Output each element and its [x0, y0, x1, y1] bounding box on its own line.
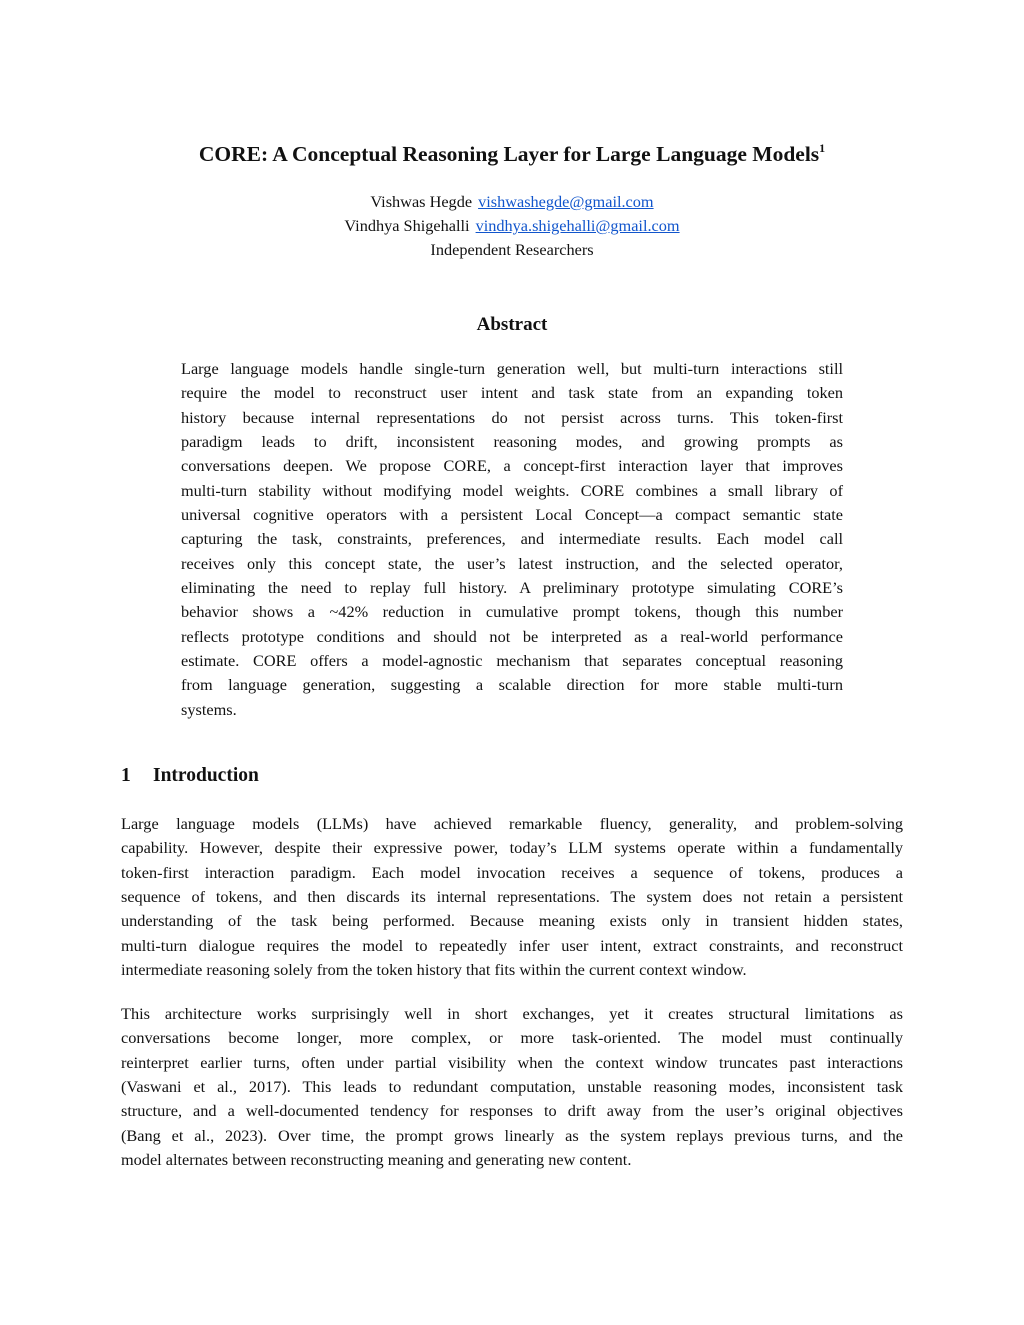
section-heading-introduction: [121, 765, 259, 787]
author-name: Vishwas Hegde: [370, 192, 473, 211]
text-line: capturing the task, constraints, preferences, and intermediate results. Each model call: [181, 529, 843, 549]
text-line: This architecture works surprisingly well in short exchanges, yet it creates structural limitations as: [121, 1004, 903, 1023]
text-line: conversations become longer, more complex, or more task-oriented. The model must continually: [121, 1028, 903, 1048]
text-line: history because internal representations do not persist across turns. This token-first: [181, 407, 843, 427]
text-line: require the model to reconstruct user intent and task state from an expanding token: [181, 383, 843, 403]
text-line: multi-turn dialogue requires the model to repeatedly infer user intent, extract constraints, and reconstruct: [121, 935, 903, 955]
abstract-body: [181, 357, 843, 722]
text-line: capability. However, despite their expressive power, today’s LLM systems operate within a fundamentally: [121, 838, 903, 858]
text-line: conversations deepen. We propose CORE, a concept-first interaction layer that improves: [181, 456, 843, 476]
text-line: intermediate reasoning solely from the token history that fits within the current context window.: [121, 960, 747, 980]
text-line: behavior shows a ~42% reduction in cumulative prompt tokens, though this number: [181, 602, 843, 622]
affiliation: Independent Researchers: [430, 240, 594, 259]
author-email-link[interactable]: vindhya.shigehalli@gmail.com: [475, 216, 680, 235]
footnote-marker[interactable]: 1: [819, 141, 826, 155]
text-line: reflects prototype conditions and should not be interpreted as a real-world performance: [181, 626, 843, 646]
text-line: universal cognitive operators with a persistent Local Concept—a compact semantic state: [181, 505, 843, 525]
author-1: [0, 192, 1024, 212]
author-email-link[interactable]: vishwashegde@gmail.com: [478, 192, 654, 211]
intro-paragraph-1: [121, 812, 903, 982]
section-title: Introduction: [153, 765, 259, 786]
text-line: from language generation, suggesting a scalable direction for more stable multi-turn: [181, 675, 843, 695]
title-text: CORE: A Conceptual Reasoning Layer for Large Language Models: [198, 142, 820, 166]
author-name: Vindhya Shigehalli: [344, 216, 470, 235]
paper-title: [0, 141, 1024, 167]
text-line: model alternates between reconstructing meaning and generating new content.: [121, 1150, 632, 1170]
text-line: Large language models (LLMs) have achieved remarkable fluency, generality, and problem-solving: [121, 814, 903, 833]
text-line: reinterpret earlier turns, often under partial visibility when the context window truncates past interactions: [121, 1052, 903, 1072]
intro-paragraph-2: [121, 1002, 903, 1172]
text-line: paradigm leads to drift, inconsistent reasoning modes, and growing prompts as: [181, 432, 843, 452]
text-line: eliminating the need to replay full history. A preliminary prototype simulating CORE’s: [181, 578, 843, 598]
text-line: multi-turn stability without modifying model weights. CORE combines a small library of: [181, 480, 843, 500]
text-line: sequence of tokens, and then discards its internal representations. The system does not retain a persistent: [121, 887, 903, 907]
text-line: token-first interaction paradigm. Each model invocation receives a sequence of tokens, produces a: [121, 862, 903, 882]
abstract-heading: Abstract: [476, 314, 548, 335]
text-line: (Bang et al., 2023). Over time, the prompt grows linearly as the system replays previous turns, and the: [121, 1125, 903, 1145]
text-line: Large language models handle single-turn generation well, but multi-turn interactions still: [181, 359, 843, 378]
author-2: [0, 216, 1024, 236]
text-line: understanding of the task being performed. Because meaning exists only in transient hidden states,: [121, 911, 903, 931]
text-line: structure, and a well-documented tendency for responses to drift away from the user’s original objectives: [121, 1101, 903, 1121]
text-line: systems.: [181, 699, 237, 719]
text-line: (Vaswani et al., 2017). This leads to redundant computation, unstable reasoning modes, inconsistent task: [121, 1077, 903, 1097]
section-number: 1: [121, 765, 131, 786]
text-line: receives only this concept state, the user’s latest instruction, and the selected operator,: [181, 553, 843, 573]
text-line: estimate. CORE offers a model-agnostic mechanism that separates conceptual reasoning: [181, 651, 843, 671]
